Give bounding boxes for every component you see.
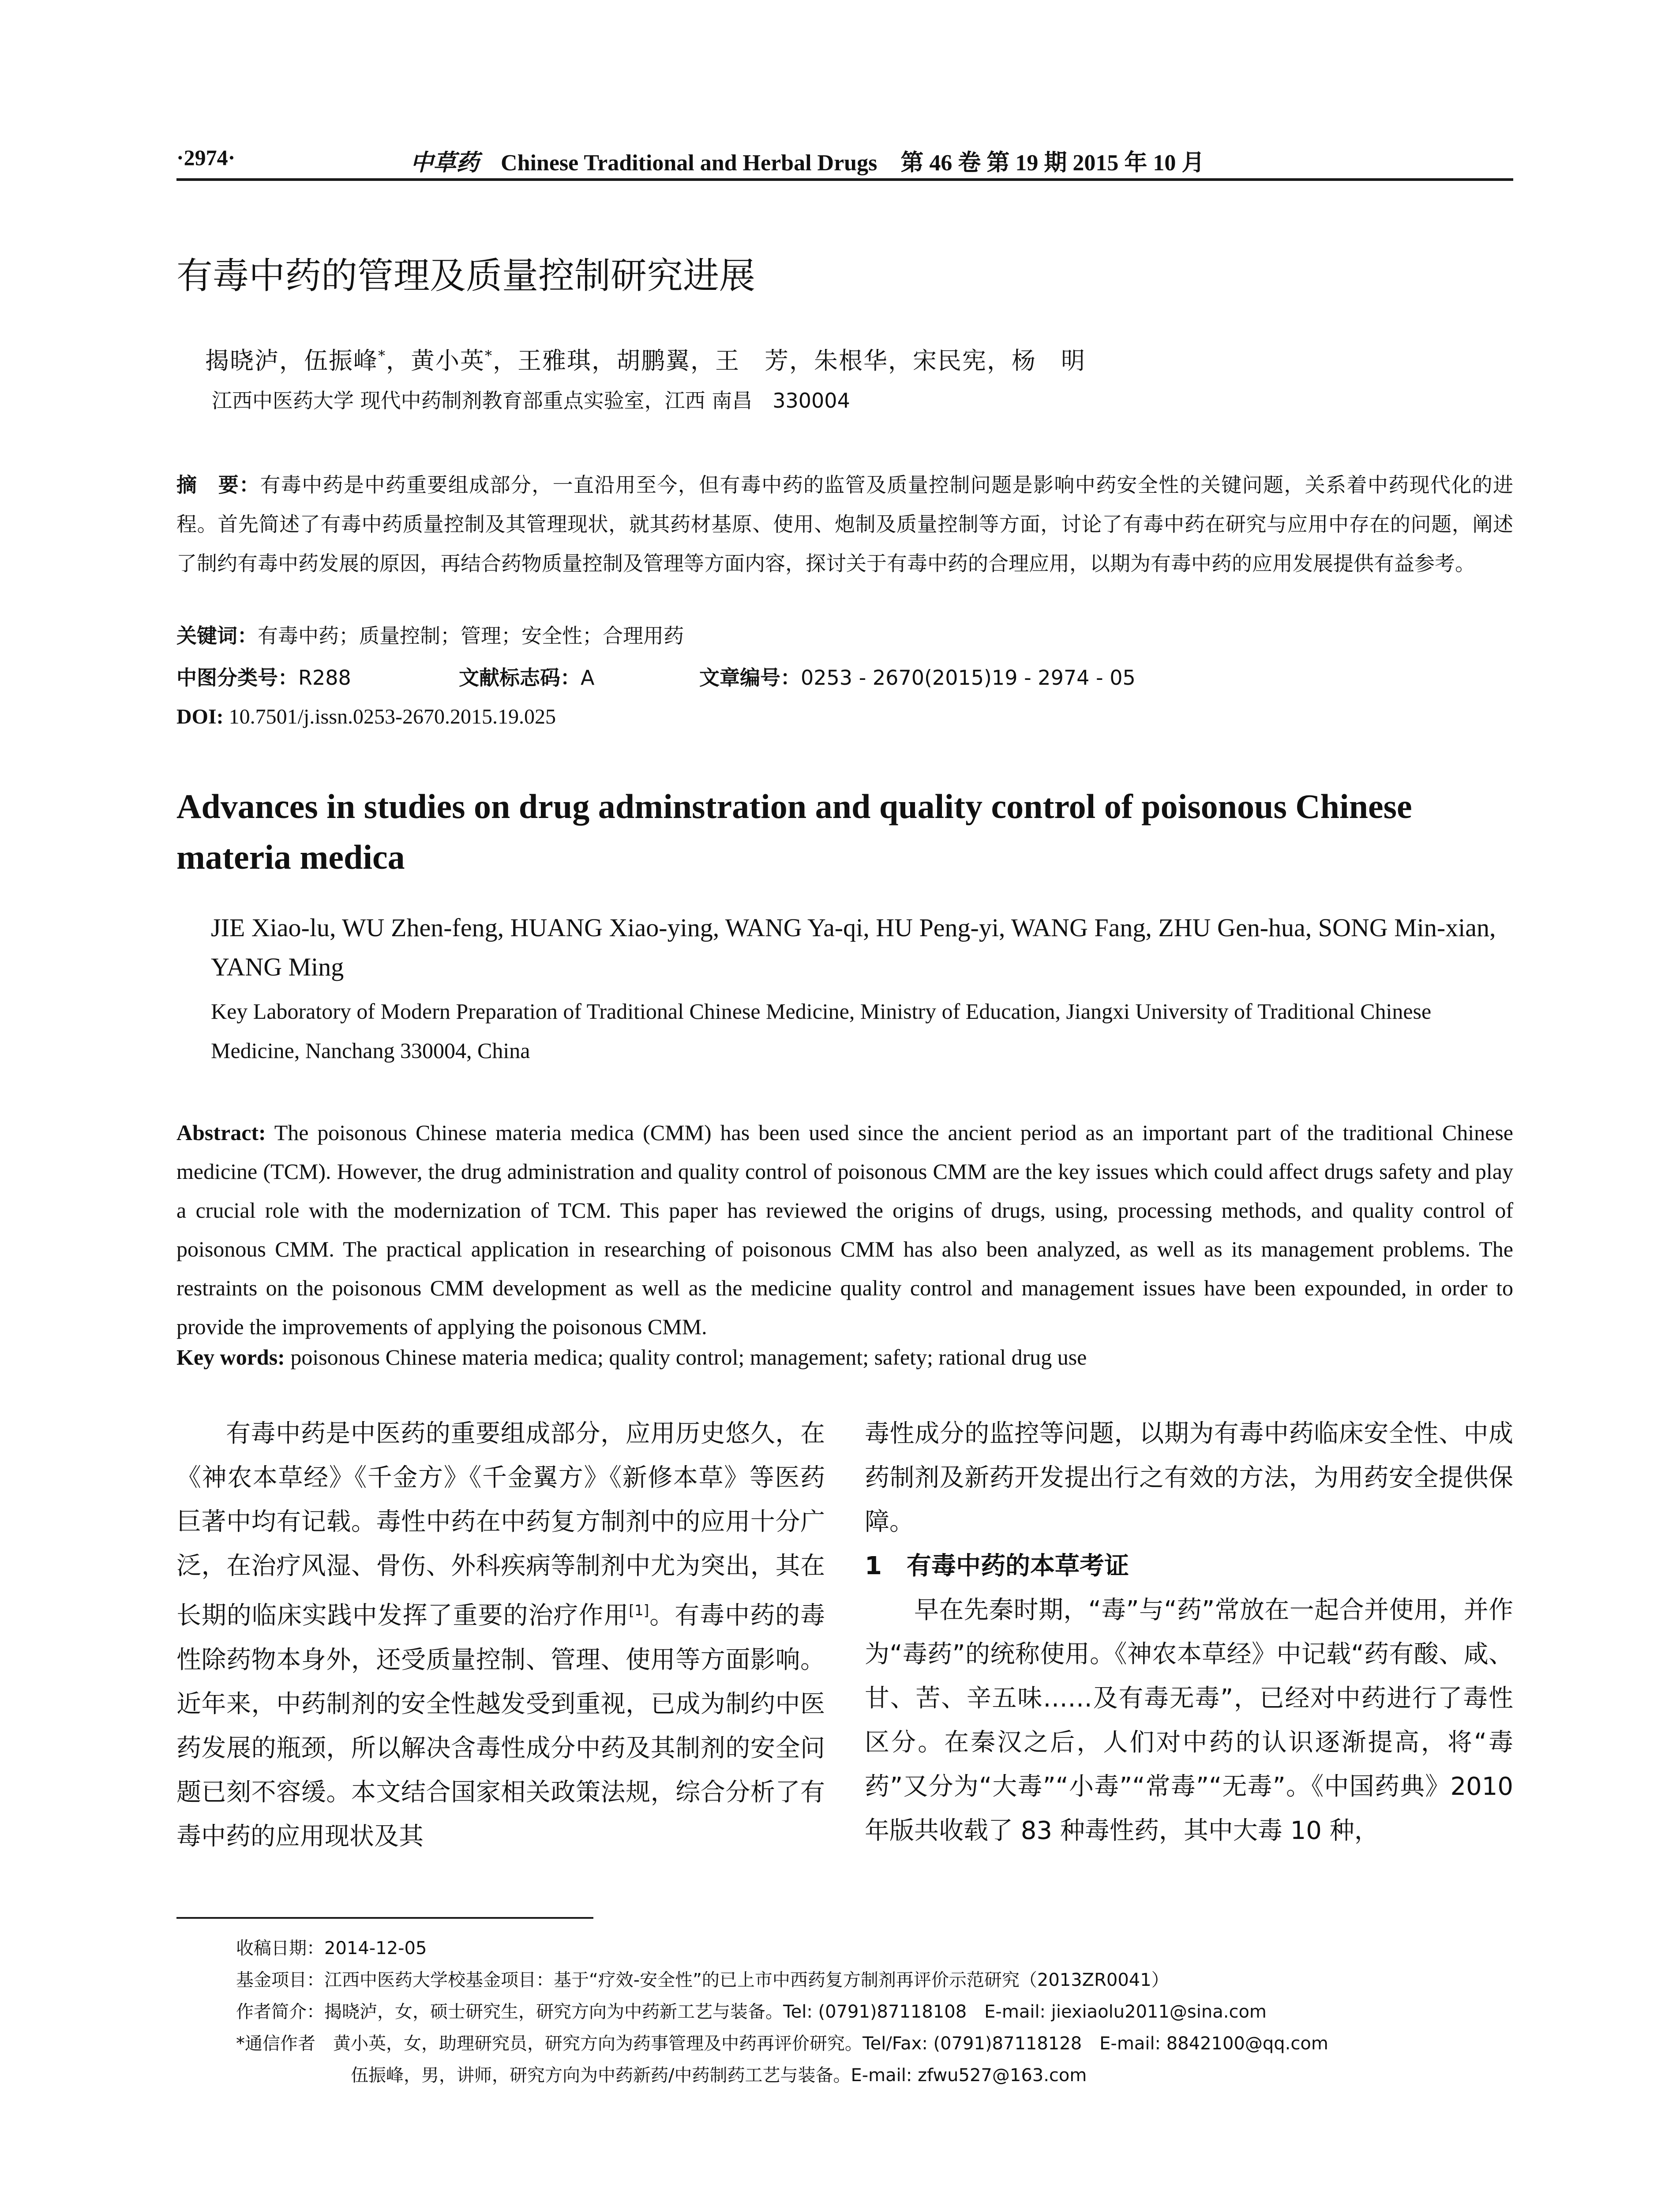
cn-keywords-text: 有毒中药；质量控制；管理；安全性；合理用药: [258, 624, 684, 648]
footnote-corresponding-2: 伍振峰，男，讲师，研究方向为中药新药/中药制药工艺与装备。E-mail: zfwu527@163.com: [351, 2065, 1087, 2086]
en-title: Advances in studies on drug adminstration and quality control of poisonous Chinese materia medica: [176, 787, 1412, 876]
journal-cn-name: 中草药: [410, 150, 480, 176]
journal-info: [410, 144, 1204, 177]
doc-code-value: A: [581, 666, 595, 690]
cn-abstract: [176, 465, 1513, 583]
header-rule: [176, 178, 1513, 181]
cn-abstract-label: 摘 要：: [176, 473, 260, 497]
body-column-right: [865, 1412, 1513, 1853]
citation-ref: [1]: [629, 1602, 649, 1619]
doc-code-label: 文献标志码：: [459, 666, 581, 690]
doi-label: DOI:: [176, 705, 224, 728]
clc-value: R288: [298, 666, 351, 690]
footnote-rule: [176, 1917, 593, 1919]
doi-value: 10.7501/j.issn.0253-2670.2015.19.025: [223, 705, 556, 728]
intro-text-part2: 。有毒中药的毒性除药物本身外，还受质量控制、管理、使用等方面影响。近年来，中药制剂的安全性越发受到重视，已成为制约中医药发展的瓶颈，所以解决含毒性成分中药及其制剂的安全问题已刻不容缓。本文结合国家相关政策法规，综合分析了有毒中药的应用现状及其: [176, 1601, 825, 1851]
cn-title: 有毒中药的管理及质量控制研究进展: [176, 255, 756, 297]
cn-authors-part2: ，黄小英: [386, 347, 485, 375]
footnote-corresponding-1: *通信作者 黄小英，女，助理研究员，研究方向为药事管理及中药再评价研究。Tel/Fax: (0791)87118128 E-mail: 8842100@qq.com: [236, 2033, 1328, 2054]
corresponding-mark: *: [485, 347, 493, 364]
intro-continued: 毒性成分的监控等问题，以期为有毒中药临床安全性、中成药制剂及新药开发提出行之有效的方法，为用药安全提供保障。: [865, 1419, 1513, 1536]
article-no-label: 文章编号：: [699, 666, 801, 690]
footnote-fund: 基金项目：江西中医药大学校基金项目：基于“疗效-安全性”的已上市中西药复方制剂再评价示范研究（2013ZR0041）: [236, 1970, 1169, 1990]
en-authors: JIE Xiao-lu, WU Zhen-feng, HUANG Xiao-ying, WANG Ya-qi, HU Peng-yi, WANG Fang, ZHU Gen-hua, SONG Min-xian, YANG Ming: [211, 913, 1496, 981]
en-abstract-label: Abstract:: [176, 1120, 266, 1145]
footnote-received: 收稿日期：2014-12-05: [236, 1938, 427, 1958]
en-keywords-text: poisonous Chinese materia medica; quality control; management; safety; rational drug use: [285, 1345, 1087, 1369]
en-keywords-label: Key words:: [176, 1345, 285, 1369]
clc-label: 中图分类号：: [176, 666, 298, 690]
intro-text-part1: 有毒中药是中医药的重要组成部分，应用历史悠久，在《神农本草经》《千金方》《千金翼方》《新修本草》等医药巨著中均有记载。毒性中药在中药复方制剂中的应用十分广泛，在治疗风湿、骨伤、外科疾病等制剂中尤为突出，其在长期的临床实践中发挥了重要的治疗作用: [176, 1419, 825, 1630]
running-header: [176, 140, 1513, 180]
cn-affiliation: 江西中医药大学 现代中药制剂教育部重点实验室，江西 南昌 330004: [212, 389, 850, 413]
article-no-value: 0253 - 2670(2015)19 - 2974 - 05: [801, 666, 1136, 690]
section-1-paragraph: 早在先秦时期，“毒”与“药”常放在一起合并使用，并作为“毒药”的统称使用。《神农本草经》中记载“药有酸、咸、甘、苦、辛五味……及有毒无毒”，已经对中药进行了毒性区分。在秦汉之后，人们对中药的认识逐渐提高，将“毒药”又分为“大毒”“小毒”“常毒”“无毒”。《中国药典》2010 年版共收载了 83 种毒性药，其中大毒 10 种，: [865, 1596, 1513, 1845]
journal-issue: 第 46 卷 第 19 期 2015 年 10 月: [900, 150, 1205, 176]
journal-en-name: Chinese Traditional and Herbal Drugs: [501, 150, 878, 176]
section-1-heading: 1 有毒中药的本草考证: [865, 1552, 1129, 1580]
article-number: [699, 662, 1136, 691]
cn-keywords-label: 关键词：: [176, 624, 258, 648]
en-abstract-text: The poisonous Chinese materia medica (CMM) has been used since the ancient period as an important part of the traditional Chinese medicine (TCM). However, the drug administration and quality control of poisonous CMM are the key issues which could affect drugs safety and play a crucial role with the modernization of TCM. This paper has reviewed the origins of drugs, using, processing methods, and quality control of poisonous CMM. The practical application in researching of poisonous CMM has also been analyzed, as well as its management problems. The restraints on the poisonous CMM development as well as the medicine quality control and management issues have been expounded, in order to provide the improvements of applying the poisonous CMM.: [176, 1120, 1513, 1339]
document-code: [459, 662, 594, 691]
clc-number: [176, 662, 351, 691]
doi: [176, 705, 556, 729]
page-number: ·2974·: [176, 145, 236, 170]
en-keywords: [176, 1344, 1513, 1370]
body-column-left: [176, 1412, 825, 1859]
en-affiliation: Key Laboratory of Modern Preparation of Traditional Chinese Medicine, Ministry of Education, Jiangxi University of Traditional Chinese Medicine, Nanchang 330004, China: [211, 999, 1432, 1063]
cn-authors: [205, 342, 1086, 376]
en-abstract: [176, 1113, 1513, 1346]
footnote-author-intro: 作者简介：揭晓泸，女，硕士研究生，研究方向为中药新工艺与装备。Tel: (0791)87118108 E-mail: jiexiaolu2011@sina.com: [236, 2002, 1267, 2022]
corresponding-mark: *: [378, 347, 386, 364]
classification-line: [176, 662, 1513, 688]
intro-paragraph: [176, 1412, 825, 1859]
cn-authors-part1: 揭晓泸，伍振峰: [205, 347, 378, 375]
cn-abstract-text: 有毒中药是中药重要组成部分，一直沿用至今，但有毒中药的监管及质量控制问题是影响中药安全性的关键问题，关系着中药现代化的进程。首先简述了有毒中药质量控制及其管理现状，就其药材基原、使用、炮制及质量控制等方面，讨论了有毒中药在研究与应用中存在的问题，阐述了制约有毒中药发展的原因，再结合药物质量控制及管理等方面内容，探讨关于有毒中药的合理应用，以期为有毒中药的应用发展提供有益参考。: [176, 473, 1514, 575]
cn-keywords: [176, 620, 684, 649]
cn-authors-part3: ，王雅琪，胡鹏翼，王 芳，朱根华，宋民宪，杨 明: [493, 347, 1086, 375]
footnotes: [236, 1932, 1515, 2091]
